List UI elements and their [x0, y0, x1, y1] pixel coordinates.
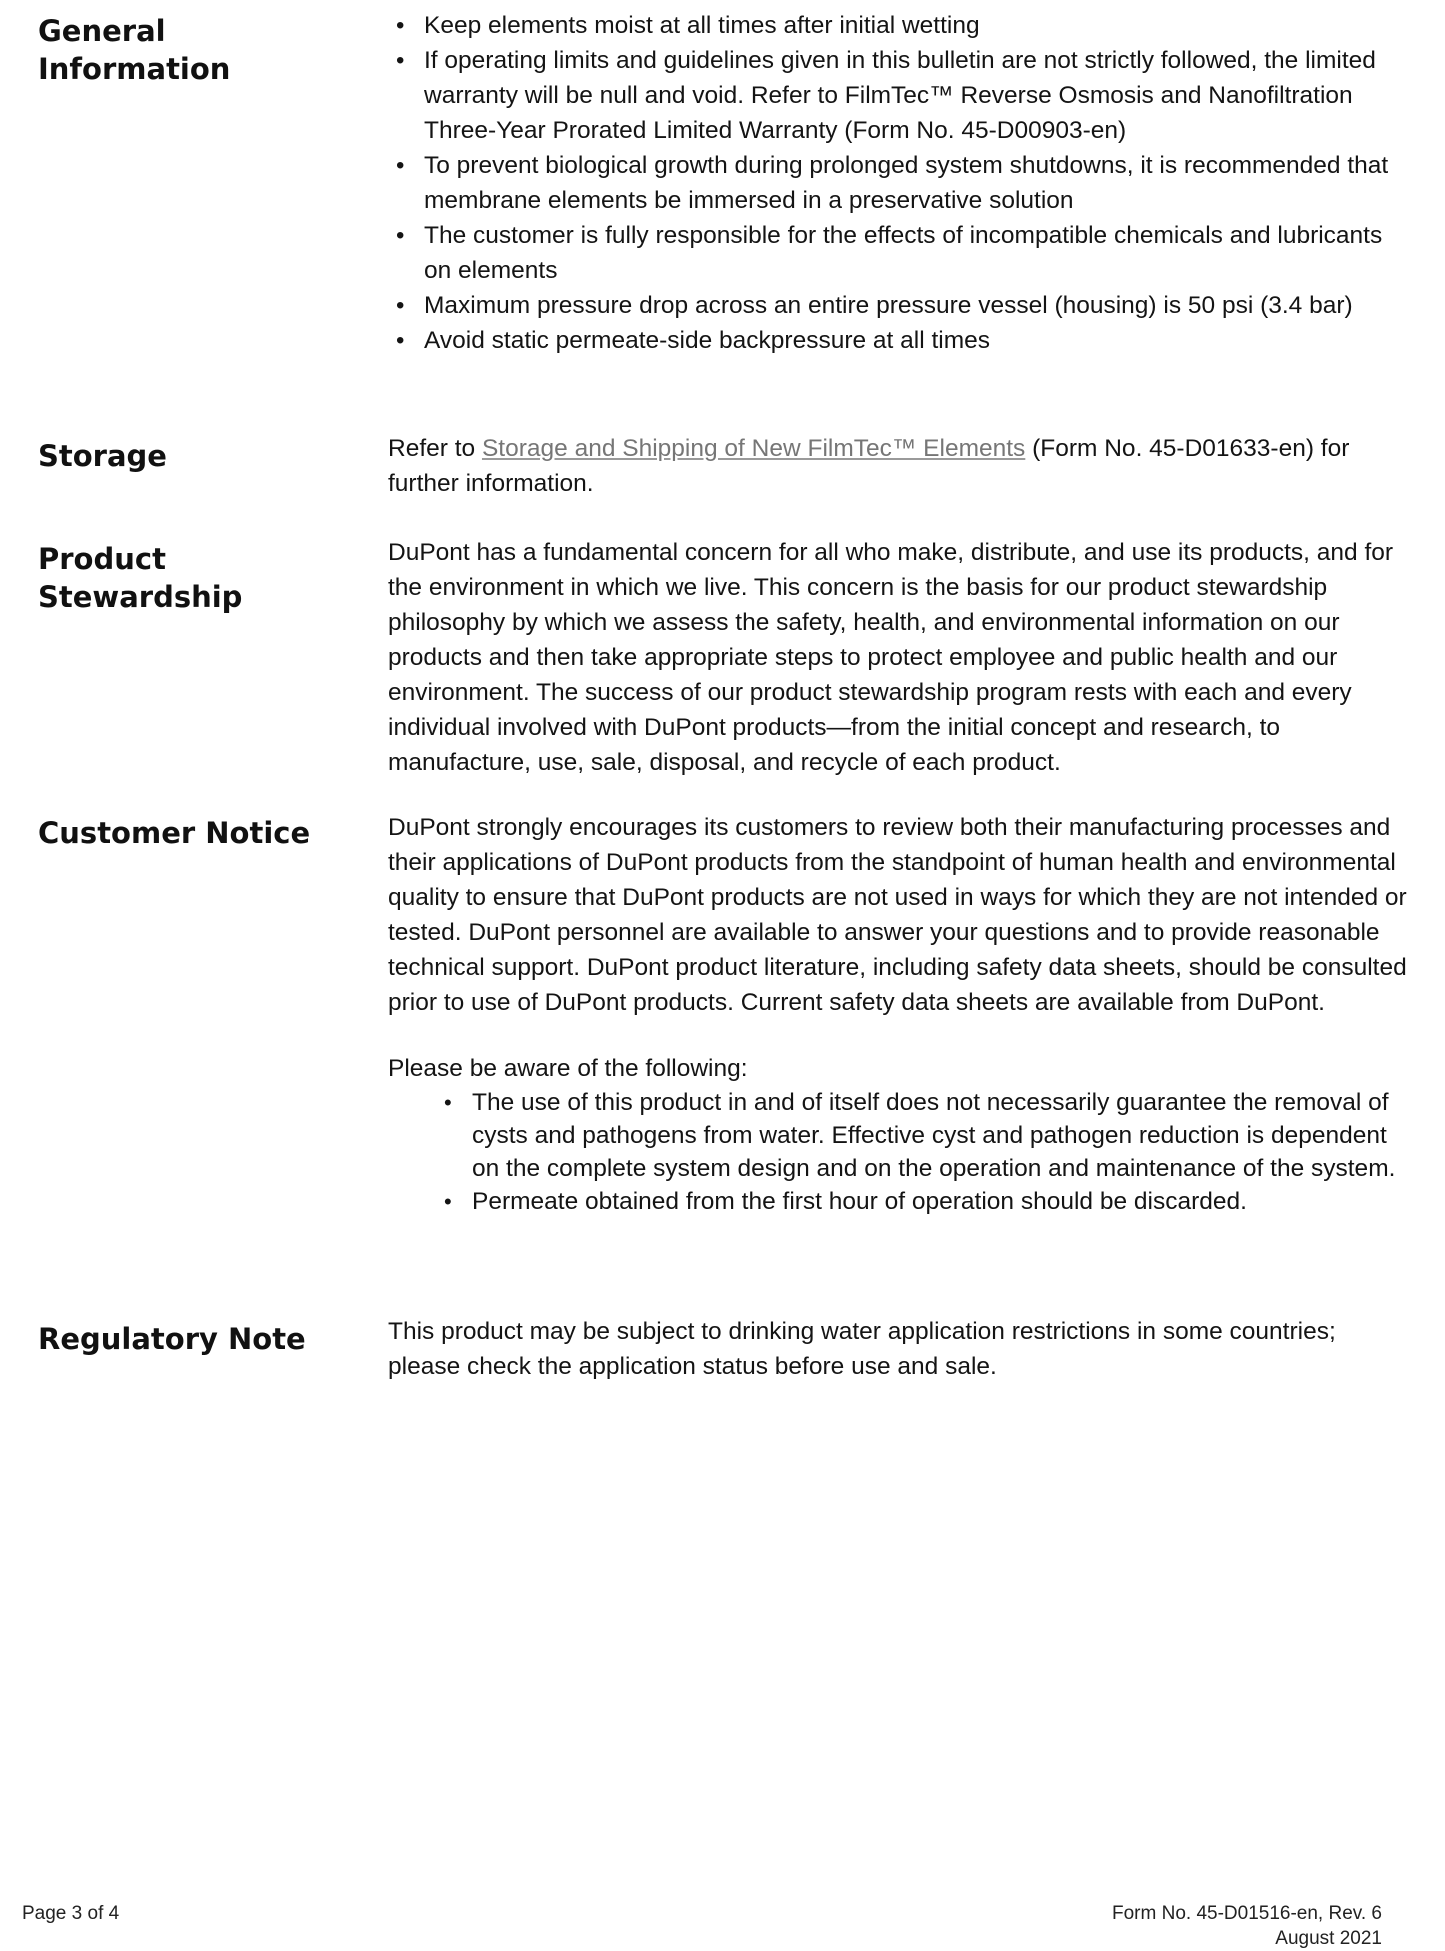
product-stewardship-text: DuPont has a fundamental concern for all who make, distribute, and use its products, and for the environment in which we live. This concern is the basis for our product stewardship philosophy by which we assess the safety, health, and environmental information on our products and then take appropriate steps to protect employee and public health and our environment. The success of our product stewardship program rests with each and every individual involved with DuPont products—from the initial concept and research, to manufacture, use, sale, disposal, and recycle of each product. — [388, 539, 1394, 776]
storage-shipping-link[interactable]: Storage and Shipping of New FilmTec™ Elements — [481, 435, 1026, 462]
general-information-heading: General Information — [38, 14, 231, 86]
storage-content — [388, 431, 1408, 501]
list-item: • Permeate obtained from the first hour of operation should be discarded. — [436, 1185, 1408, 1218]
revision-date: August 2021 — [1275, 1928, 1382, 1949]
general-information-list — [388, 8, 1408, 358]
list-item: • Keep elements moist at all times after initial wetting — [388, 8, 1408, 43]
list-item: • Maximum pressure drop across an entire pressure vessel (housing) is 50 psi (3.4 bar) — [388, 288, 1408, 323]
customer-notice-intro: Please be aware of the following: — [388, 1055, 748, 1082]
storage-suffix: (Form No. 45-D01633-en) for further information. — [388, 435, 1350, 497]
general-information-content — [388, 8, 1408, 358]
storage-heading: Storage — [38, 439, 167, 473]
customer-notice-list — [388, 1086, 1408, 1218]
customer-notice-heading: Customer Notice — [38, 816, 311, 850]
regulatory-note-content — [388, 1314, 1408, 1384]
storage-text — [388, 431, 1408, 501]
form-number — [1112, 1901, 1382, 1951]
list-item: • The use of this product in and of itself does not necessarily guarantee the removal of cysts and pathogens from water. Effective cyst and pathogen reduction is dependent on the complete system design and on the operation and maintenance of the system. — [436, 1086, 1408, 1185]
regulatory-note-text: This product may be subject to drinking water application restrictions in some countries; please check the application status before use and sale. — [388, 1318, 1336, 1380]
product-stewardship-content — [388, 535, 1408, 780]
list-item: • To prevent biological growth during prolonged system shutdowns, it is recommended that membrane elements be immersed in a preservative solution — [388, 148, 1408, 218]
product-stewardship-heading: Product Stewardship — [38, 542, 243, 614]
list-item: • Avoid static permeate-side backpressure at all times — [388, 323, 1408, 358]
list-item: • If operating limits and guidelines given in this bulletin are not strictly followed, the limited warranty will be null and void. Refer to FilmTec™ Reverse Osmosis and Nanofiltration Three-Year Prorated Limited Warranty (Form No. 45-D00903-en) — [388, 43, 1408, 148]
regulatory-note-heading: Regulatory Note — [38, 1322, 306, 1356]
customer-notice-content — [388, 810, 1408, 1218]
customer-notice-text: DuPont strongly encourages its customers to review both their manufacturing processes and their applications of DuPont products from the standpoint of human health and environmental quality to ensure that DuPont products are not used in ways for which they are not intended or tested. DuPont personnel are available to answer your questions and to provide reasonable technical support. DuPont product literature, including safety data sheets, should be consulted prior to use of DuPont products. Current safety data sheets are available from DuPont. — [388, 814, 1407, 1016]
list-item: • The customer is fully responsible for the effects of incompatible chemicals and lubricants on elements — [388, 218, 1408, 288]
form-number-text: Form No. 45-D01516-en, Rev. 6 — [1112, 1903, 1382, 1924]
page-number: Page 3 of 4 — [22, 1903, 120, 1924]
storage-prefix: Refer to — [388, 435, 482, 462]
